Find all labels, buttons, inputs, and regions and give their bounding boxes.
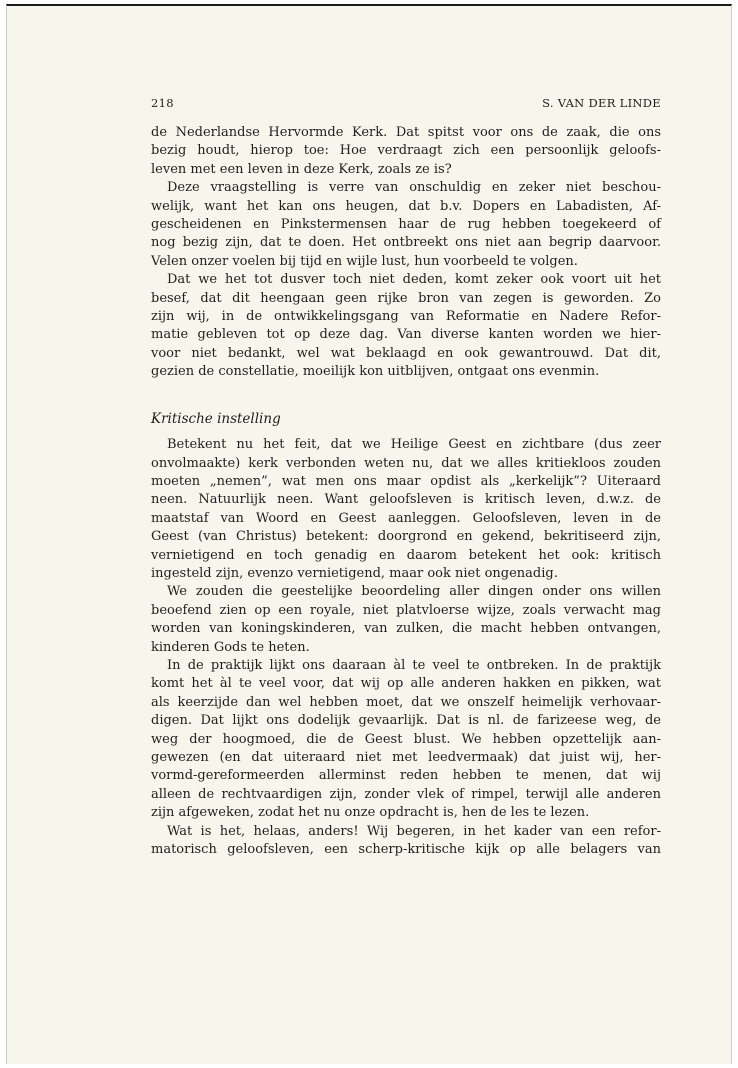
text-line: komt het àl te veel voor, dat wij op alle anderen hakken en pikken, wat — [151, 676, 661, 692]
text-line: weg der hoogmoed, die de Geest blust. We hebben opzettelijk aan- — [151, 731, 661, 747]
text-line: matorisch geloofsleven, een scherp-kritische kijk op alle belagers van — [151, 842, 661, 858]
text-line: zijn afgeweken, zodat het nu onze opdracht is, hen de les te lezen. — [151, 805, 590, 821]
text-line: Dat we het tot dusver toch niet deden, komt zeker ook voort uit het — [167, 272, 661, 288]
text-line: vormd-gereformeerden allerminst reden hebben te menen, dat wij — [151, 768, 661, 784]
text-line: moeten „nemen”, wat men ons maar opdist als „kerkelijk”? Uiteraard — [151, 473, 661, 489]
page-number: 218 — [151, 96, 174, 110]
text-line: Deze vraagstelling is verre van onschuldig en zeker niet beschou- — [167, 180, 661, 196]
text-line: bezig houdt, hierop toe: Hoe verdraagt zich een persoonlijk geloofs- — [151, 143, 661, 159]
text-line: worden van koningskinderen, van zulken, die macht hebben ontvangen, — [151, 621, 661, 637]
text-line: nog bezig zijn, dat te doen. Het ontbreekt ons niet aan begrip daarvoor. — [151, 235, 661, 251]
body-text — [151, 124, 661, 859]
text-line: de Nederlandse Hervormde Kerk. Dat spitst voor ons de zaak, die ons — [151, 125, 661, 140]
text-line: alleen de rechtvaardigen zijn, zonder vlek of rimpel, terwijl alle anderen — [151, 786, 661, 802]
text-line: gewezen (en dat uiteraard niet met leedvermaak) dat juist wij, her- — [151, 750, 661, 765]
running-head — [151, 96, 661, 114]
text-line: voor niet bedankt, wel wat beklaagd en ook gewantrouwd. Dat dit, — [151, 345, 661, 361]
text-line: Geest (van Christus) betekent: doorgrond en gekend, bekritiseerd zijn, — [151, 529, 661, 545]
text-line: gescheidenen en Pinkstermensen haar de rug hebben toegekeerd of — [151, 217, 661, 233]
text-line: zijn wij, in de ontwikkelingsgang van Reformatie en Nadere Refor- — [151, 309, 661, 325]
author-name: S. VAN DER LINDE — [542, 96, 661, 110]
text-line: ingesteld zijn, evenzo vernietigend, maar ook niet ongenadig. — [151, 565, 558, 581]
text-line: In de praktijk lijkt ons daaraan àl te veel te ontbreken. In de praktijk — [167, 657, 661, 673]
text-line: gezien de constellatie, moeilijk kon uitblijven, ontgaat ons evenmin. — [151, 364, 600, 380]
text-line: welijk, want het kan ons heugen, dat b.v. Dopers en Labadisten, Af- — [151, 198, 661, 214]
text-line: neen. Natuurlijk neen. Want geloofsleven is kritisch leven, d.w.z. de — [151, 492, 661, 508]
text-line: Velen onzer voelen bij tijd en wijle lust, hun voorbeeld te volgen. — [151, 253, 578, 269]
text-line: onvolmaakte) kerk verbonden weten nu, dat we alles kritiekloos zouden — [151, 455, 661, 471]
text-line: kinderen Gods te heten. — [151, 639, 310, 655]
text-line: Betekent nu het feit, dat we Heilige Geest en zichtbare (dus zeer — [167, 437, 661, 453]
text-line: beoefend zien op een royale, niet platvloerse wijze, zoals verwacht mag — [151, 602, 661, 618]
text-line: maatstaf van Woord en Geest aanleggen. Geloofsleven, leven in de — [151, 510, 661, 526]
text-line: vernietigend en toch genadig en daarom betekent het ook: kritisch — [151, 547, 661, 563]
text-line: leven met een leven in deze Kerk, zoals ze is? — [151, 161, 452, 177]
text-line: als keerzijde dan wel hebben moet, dat we onszelf heimelijk verhovaar- — [151, 694, 661, 710]
book-page — [6, 4, 732, 1064]
text-line: Wat is het, helaas, anders! Wij begeren, in het kader van een refor- — [167, 823, 661, 839]
text-line: matie gebleven tot op deze dag. Van diverse kanten worden we hier- — [151, 327, 661, 343]
text-line: besef, dat dit heengaan geen rijke bron van zegen is geworden. Zo — [151, 290, 661, 306]
text-line: digen. Dat lijkt ons dodelijk gevaarlijk. Dat is nl. de farizeese weg, de — [151, 713, 661, 729]
section-heading: Kritische instelling — [151, 410, 281, 427]
text-line: We zouden die geestelijke beoordeling aller dingen onder ons willen — [167, 584, 661, 600]
